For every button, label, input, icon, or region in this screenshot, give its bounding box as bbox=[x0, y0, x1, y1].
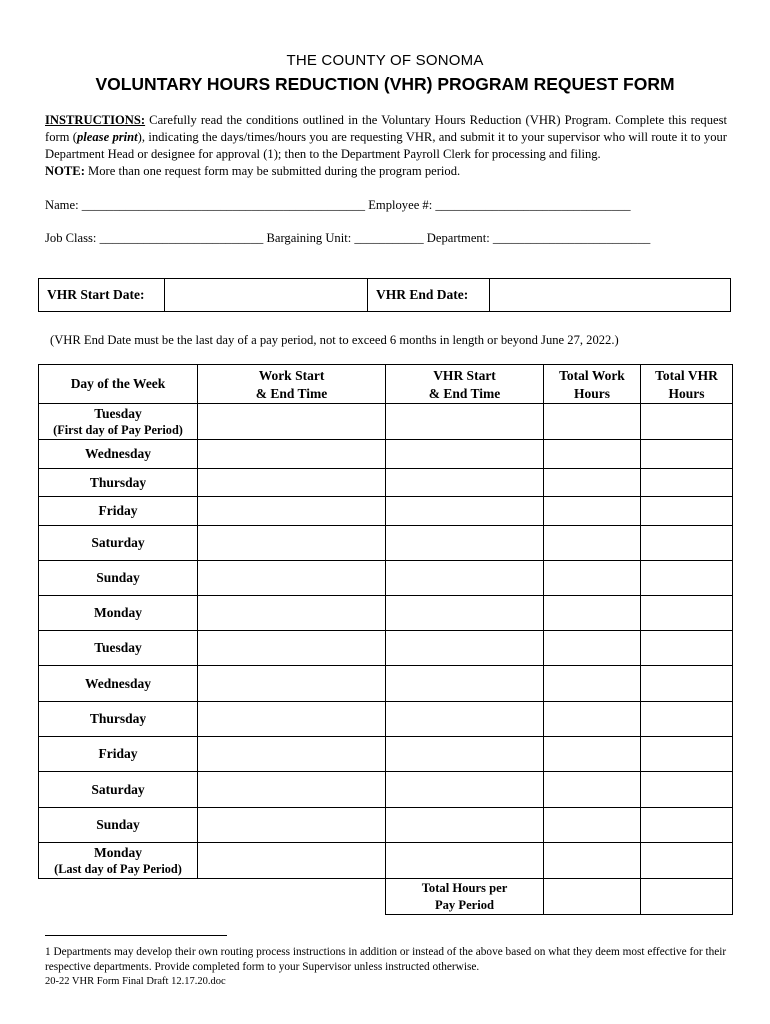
table-row bbox=[39, 440, 733, 469]
instructions-paragraph bbox=[45, 112, 727, 180]
day-label: Sunday bbox=[96, 817, 140, 832]
vhr-start-date-input[interactable] bbox=[165, 279, 368, 311]
table-row bbox=[39, 666, 733, 702]
total-vhr-hours-cell[interactable] bbox=[641, 879, 733, 915]
vhr-time-cell[interactable] bbox=[386, 737, 544, 772]
table-row bbox=[39, 404, 733, 440]
work-time-cell[interactable] bbox=[198, 843, 386, 879]
table-row bbox=[39, 808, 733, 843]
pay-period-note: (Last day of Pay Period) bbox=[54, 861, 182, 876]
total-work-hours-cell[interactable] bbox=[544, 596, 641, 631]
day-label: Wednesday bbox=[84, 675, 152, 691]
total-vhr-hours-cell[interactable] bbox=[641, 631, 733, 666]
total-work-hours-cell[interactable] bbox=[544, 497, 641, 526]
day-cell bbox=[39, 702, 198, 737]
total-vhr-hours-cell[interactable] bbox=[641, 737, 733, 772]
work-time-cell[interactable] bbox=[198, 404, 386, 440]
total-work-hours-cell[interactable] bbox=[544, 702, 641, 737]
day-cell bbox=[39, 631, 198, 666]
day-label: Sunday bbox=[96, 570, 140, 585]
vhr-time-cell[interactable] bbox=[386, 440, 544, 469]
day-label: Wednesday bbox=[84, 446, 152, 461]
instructions-text-2: ), indicating the days/times/hours you are requesting VHR, and submit it to your supervisor who will route it to your Department Head or designee for approval (1); then to the Department Payroll Clerk for processing and filing. bbox=[45, 130, 727, 161]
please-print-text: please print bbox=[76, 130, 138, 144]
job-class-field[interactable]: Job Class: __________________________ Bargaining Unit: ___________ Department: _________________________ bbox=[45, 231, 651, 245]
header-total-work-hours: Total Work Hours bbox=[544, 365, 641, 404]
work-time-cell[interactable] bbox=[198, 561, 386, 596]
table-row bbox=[39, 561, 733, 596]
total-work-hours-cell[interactable] bbox=[544, 469, 641, 497]
total-work-hours-cell[interactable] bbox=[544, 737, 641, 772]
work-time-cell[interactable] bbox=[198, 702, 386, 737]
total-hours-label: Total Hours per Pay Period bbox=[386, 879, 544, 915]
day-label: Tuesday bbox=[94, 640, 142, 655]
day-label: Saturday bbox=[91, 535, 145, 550]
day-cell bbox=[39, 808, 198, 843]
work-time-cell[interactable] bbox=[198, 469, 386, 497]
total-vhr-hours-cell[interactable] bbox=[641, 666, 733, 702]
table-row bbox=[39, 596, 733, 631]
day-label: Friday bbox=[98, 503, 138, 518]
table-row bbox=[39, 843, 733, 879]
vhr-time-cell[interactable] bbox=[386, 666, 544, 702]
total-vhr-hours-cell[interactable] bbox=[641, 808, 733, 843]
total-work-hours-cell[interactable] bbox=[544, 879, 641, 915]
draft-label: 20-22 VHR Form Final Draft 12.17.20.doc bbox=[45, 976, 226, 987]
day-label: Tuesday bbox=[94, 405, 142, 421]
header-work-time: Work Start & End Time bbox=[198, 365, 386, 404]
day-cell bbox=[39, 772, 198, 808]
vhr-dates-row bbox=[38, 278, 731, 312]
vhr-time-cell[interactable] bbox=[386, 702, 544, 737]
total-work-hours-cell[interactable] bbox=[544, 631, 641, 666]
work-time-cell[interactable] bbox=[198, 526, 386, 561]
work-time-cell[interactable] bbox=[198, 440, 386, 469]
end-date-note: (VHR End Date must be the last day of a pay period, not to exceed 6 months in length or beyond June 27, 2022.) bbox=[50, 333, 619, 347]
work-time-cell[interactable] bbox=[198, 666, 386, 702]
vhr-time-cell[interactable] bbox=[386, 526, 544, 561]
day-label: Thursday bbox=[89, 474, 147, 490]
total-work-hours-cell[interactable] bbox=[544, 772, 641, 808]
table-row bbox=[39, 497, 733, 526]
total-work-hours-cell[interactable] bbox=[544, 440, 641, 469]
table-row bbox=[39, 772, 733, 808]
total-vhr-hours-cell[interactable] bbox=[641, 702, 733, 737]
work-time-cell[interactable] bbox=[198, 631, 386, 666]
total-vhr-hours-cell[interactable] bbox=[641, 596, 733, 631]
vhr-time-cell[interactable] bbox=[386, 404, 544, 440]
vhr-time-cell[interactable] bbox=[386, 631, 544, 666]
total-vhr-hours-cell[interactable] bbox=[641, 561, 733, 596]
total-vhr-hours-cell[interactable] bbox=[641, 526, 733, 561]
total-vhr-hours-cell[interactable] bbox=[641, 772, 733, 808]
total-work-hours-cell[interactable] bbox=[544, 526, 641, 561]
vhr-end-date-label: VHR End Date: bbox=[368, 279, 490, 311]
work-time-cell[interactable] bbox=[198, 772, 386, 808]
day-cell bbox=[39, 843, 198, 879]
table-row bbox=[39, 631, 733, 666]
day-cell bbox=[39, 737, 198, 772]
day-cell bbox=[39, 526, 198, 561]
day-label: Thursday bbox=[89, 711, 147, 726]
day-label: Monday bbox=[93, 605, 142, 620]
day-label: Saturday bbox=[91, 781, 145, 797]
total-vhr-hours-cell[interactable] bbox=[641, 404, 733, 440]
day-cell bbox=[39, 497, 198, 526]
vhr-time-cell[interactable] bbox=[386, 772, 544, 808]
day-cell bbox=[39, 469, 198, 497]
instructions-text-1: Carefully read the conditions outlined in the Voluntary Hours Reduction (VHR) Program. Complete this request form ( bbox=[45, 113, 727, 144]
day-cell bbox=[39, 561, 198, 596]
hours-table bbox=[38, 364, 733, 915]
header-total-vhr-hours: Total VHR Hours bbox=[641, 365, 733, 404]
vhr-time-cell[interactable] bbox=[386, 843, 544, 879]
work-time-cell[interactable] bbox=[198, 808, 386, 843]
total-work-hours-cell[interactable] bbox=[544, 843, 641, 879]
table-row bbox=[39, 526, 733, 561]
vhr-time-cell[interactable] bbox=[386, 561, 544, 596]
total-vhr-hours-cell[interactable] bbox=[641, 469, 733, 497]
day-label: Monday bbox=[93, 844, 142, 860]
work-time-cell[interactable] bbox=[198, 596, 386, 631]
vhr-start-date-label: VHR Start Date: bbox=[39, 279, 165, 311]
total-vhr-hours-cell[interactable] bbox=[641, 843, 733, 879]
pay-period-note: (First day of Pay Period) bbox=[53, 422, 183, 437]
header-day-of-week: Day of the Week bbox=[39, 365, 198, 404]
day-cell bbox=[39, 596, 198, 631]
vhr-time-cell[interactable] bbox=[386, 596, 544, 631]
footnote-divider bbox=[45, 935, 227, 936]
note-text: More than one request form may be submitted during the program period. bbox=[84, 164, 461, 178]
total-work-hours-cell[interactable] bbox=[544, 808, 641, 843]
vhr-end-date-input[interactable] bbox=[490, 279, 730, 311]
table-row bbox=[39, 469, 733, 497]
instructions-label: INSTRUCTIONS: bbox=[45, 113, 146, 127]
total-work-hours-cell[interactable] bbox=[544, 666, 641, 702]
day-cell bbox=[39, 666, 198, 702]
work-time-cell[interactable] bbox=[198, 497, 386, 526]
day-cell bbox=[39, 440, 198, 469]
total-work-hours-cell[interactable] bbox=[544, 561, 641, 596]
county-name: THE COUNTY OF SONOMA bbox=[286, 52, 484, 69]
total-spacer bbox=[39, 879, 198, 915]
header-vhr-time: VHR Start & End Time bbox=[386, 365, 544, 404]
total-work-hours-cell[interactable] bbox=[544, 404, 641, 440]
note-label: NOTE: bbox=[45, 164, 85, 178]
vhr-time-cell[interactable] bbox=[386, 808, 544, 843]
vhr-time-cell[interactable] bbox=[386, 497, 544, 526]
form-title: VOLUNTARY HOURS REDUCTION (VHR) PROGRAM REQUEST FORM bbox=[95, 74, 675, 94]
total-vhr-hours-cell[interactable] bbox=[641, 440, 733, 469]
name-employee-field[interactable]: Name: _____________________________________________ Employee #: _______________________________ bbox=[45, 198, 631, 212]
total-vhr-hours-cell[interactable] bbox=[641, 497, 733, 526]
footnote-text: 1 Departments may develop their own routing process instructions in addition or instead of the above based on what they deem most effective for their respective departments. Provide completed form to your Supervisor unless instructed otherwise. bbox=[45, 946, 727, 973]
work-time-cell[interactable] bbox=[198, 737, 386, 772]
day-label: Friday bbox=[98, 746, 138, 761]
table-row bbox=[39, 737, 733, 772]
table-row bbox=[39, 702, 733, 737]
vhr-time-cell[interactable] bbox=[386, 469, 544, 497]
day-cell bbox=[39, 404, 198, 440]
total-spacer bbox=[198, 879, 386, 915]
